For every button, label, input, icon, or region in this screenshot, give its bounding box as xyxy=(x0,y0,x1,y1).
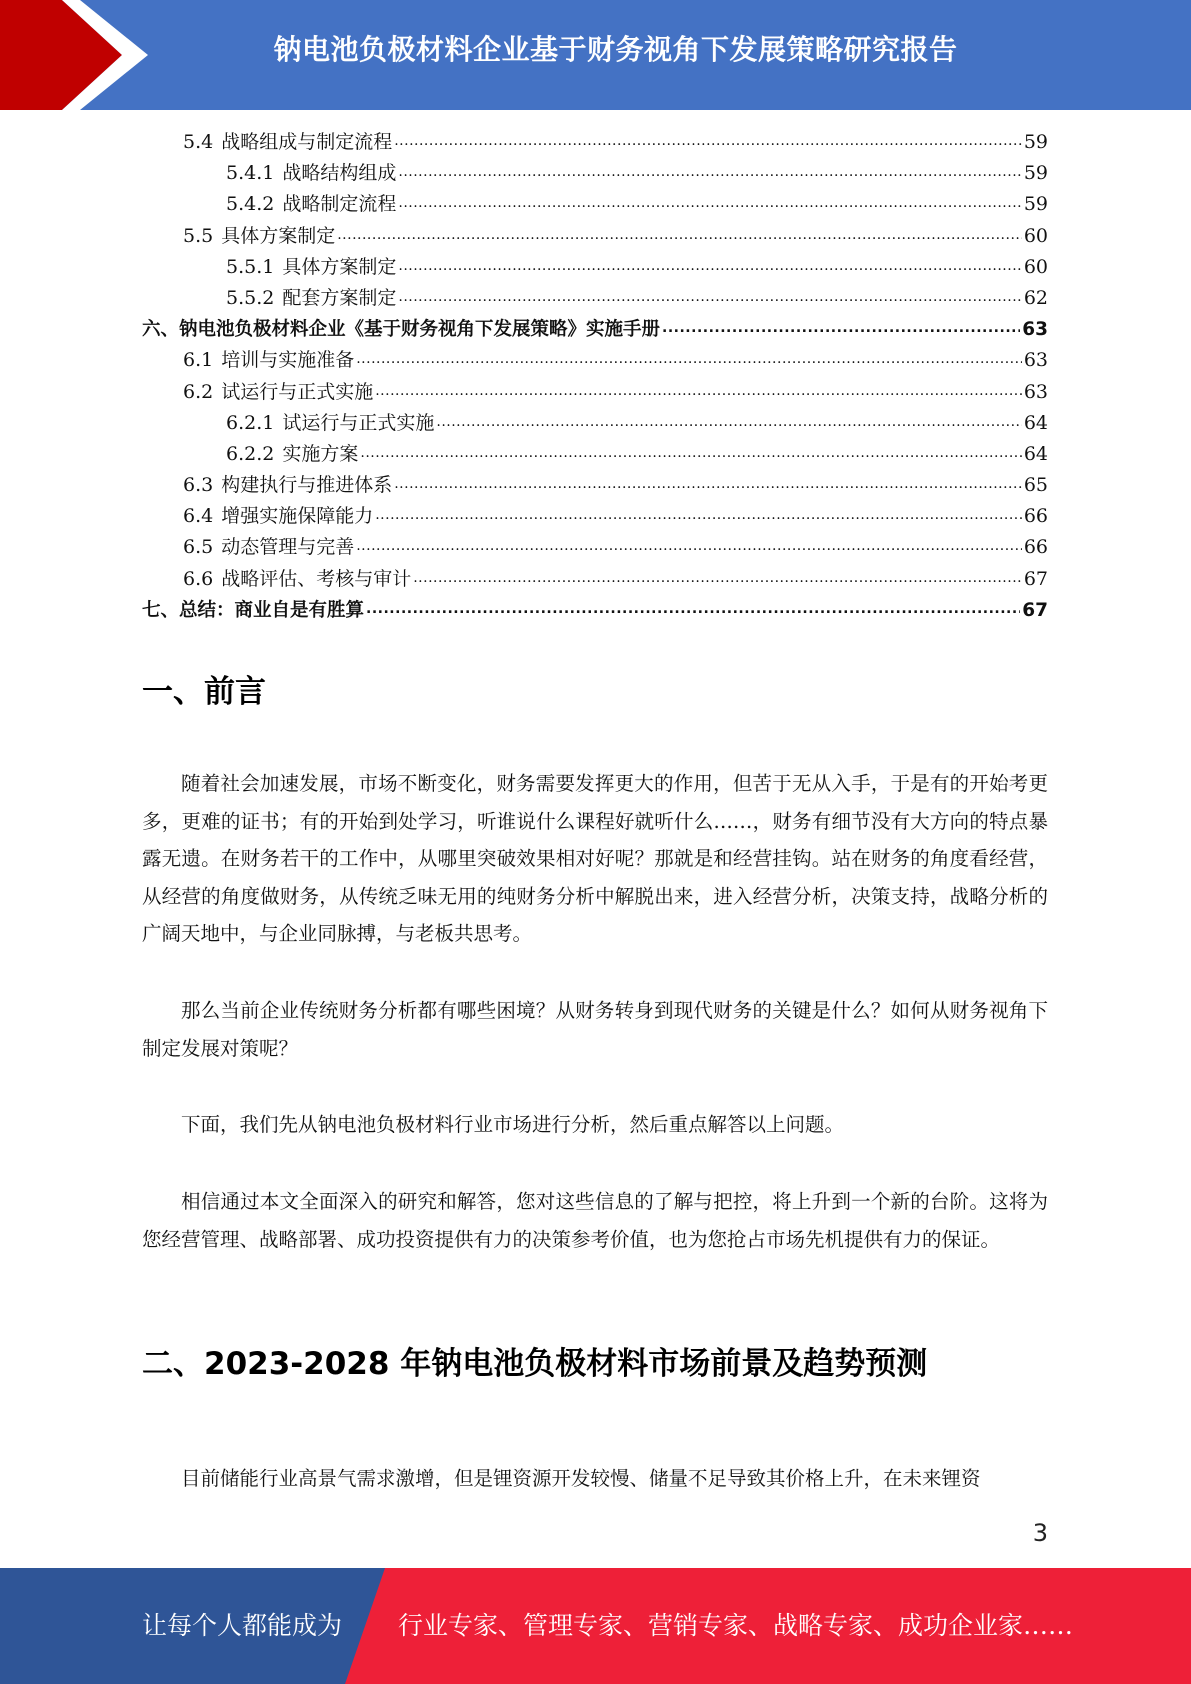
toc-entry-page: 64 xyxy=(1023,411,1048,434)
toc-entry[interactable] xyxy=(142,252,1048,283)
toc-entry-number: 6.5 xyxy=(183,536,214,559)
toc-entry[interactable] xyxy=(142,283,1048,314)
page-header xyxy=(0,0,1191,110)
toc-dot-leader xyxy=(398,280,1021,313)
toc-entry-page: 60 xyxy=(1023,224,1048,247)
toc-dot-leader xyxy=(662,311,1020,344)
toc-entry-number: 5.4.2 xyxy=(226,193,275,216)
section-heading-market-forecast: 二、2023-2028 年钠电池负极材料市场前景及趋势预测 xyxy=(142,1346,928,1382)
toc-dot-leader xyxy=(413,561,1022,594)
toc-entry-label: 增强实施保障能力 xyxy=(221,505,374,528)
toc-dot-leader xyxy=(436,405,1021,438)
toc-entry-page: 66 xyxy=(1023,536,1048,559)
toc-entry[interactable] xyxy=(142,189,1048,220)
toc-entry-page: 59 xyxy=(1023,131,1048,153)
page-footer xyxy=(0,1568,1191,1684)
toc-dot-leader xyxy=(375,498,1022,531)
preface-paragraph-4: 相信通过本文全面深入的研究和解答，您对这些信息的了解与把控，将上升到一个新的台阶。这将为您经营管理、战略部署、成功投资提供有力的决策参考价值，也为您抢占市场先机提供有力的保证。 xyxy=(142,1190,1048,1251)
toc-entry-label: 具体方案制定 xyxy=(282,255,397,278)
toc-entry-page: 63 xyxy=(1023,380,1048,403)
toc-entry-label: 钠电池负极材料企业《基于财务视角下发展策略》实施手册 xyxy=(179,319,661,341)
toc-dot-leader xyxy=(394,467,1022,500)
toc-entry[interactable] xyxy=(142,470,1048,501)
toc-dot-leader xyxy=(398,155,1021,188)
toc-entry-page: 60 xyxy=(1023,255,1048,278)
market-paragraph-1: 目前储能行业高景气需求激增，但是锂资源开发较慢、储量不足导致其价格上升，在未来锂资 xyxy=(181,1467,981,1490)
toc-dot-leader xyxy=(394,124,1022,157)
toc-entry-page: 64 xyxy=(1023,442,1048,465)
toc-entry-label: 战略评估、考核与审计 xyxy=(221,567,412,590)
toc-entry[interactable] xyxy=(142,408,1048,439)
toc-entry-number: 6.2.2 xyxy=(226,442,275,465)
toc-entry[interactable] xyxy=(142,158,1048,189)
toc-entry-label: 配套方案制定 xyxy=(282,286,397,309)
toc-entry-number: 5.5.2 xyxy=(226,286,275,309)
toc-entry-label: 构建执行与推进体系 xyxy=(221,474,393,497)
toc-dot-leader xyxy=(356,529,1022,562)
toc-entry-number: 5.5.1 xyxy=(226,255,275,278)
toc-entry[interactable] xyxy=(142,595,1048,626)
footer-slogan-right: 行业专家、管理专家、营销专家、战略专家、成功企业家…… xyxy=(398,1611,1074,1640)
toc-entry[interactable] xyxy=(142,532,1048,563)
toc-dot-leader xyxy=(337,218,1022,251)
toc-entry-page: 63 xyxy=(1022,319,1048,341)
toc-dot-leader xyxy=(398,249,1021,282)
toc-entry-number: 6.3 xyxy=(183,474,214,497)
toc-entry-label: 战略结构组成 xyxy=(282,162,397,185)
toc-entry-number: 七、 xyxy=(142,599,180,621)
toc-entry[interactable] xyxy=(142,127,1048,158)
toc-entry-page: 59 xyxy=(1023,162,1048,185)
toc-entry-label: 实施方案 xyxy=(282,442,359,465)
toc-entry-number: 6.6 xyxy=(183,567,214,590)
toc-entry-page: 66 xyxy=(1023,505,1048,528)
toc-entry-label: 培训与实施准备 xyxy=(221,349,355,372)
footer-slogan-left: 让每个人都能成为 xyxy=(142,1611,343,1640)
table-of-contents xyxy=(142,127,1048,626)
toc-entry-page: 59 xyxy=(1023,193,1048,216)
toc-entry-label: 战略组成与制定流程 xyxy=(221,131,393,153)
toc-entry[interactable] xyxy=(142,564,1048,595)
toc-entry-page: 67 xyxy=(1023,567,1048,590)
toc-dot-leader xyxy=(398,186,1021,219)
section-heading-preface: 一、前言 xyxy=(142,674,266,710)
toc-dot-leader xyxy=(356,342,1022,375)
toc-entry-number: 6.1 xyxy=(183,349,214,372)
toc-entry[interactable] xyxy=(142,221,1048,252)
toc-entry-label: 动态管理与完善 xyxy=(221,536,355,559)
toc-entry-label: 战略制定流程 xyxy=(282,193,397,216)
toc-entry-number: 5.5 xyxy=(183,224,214,247)
preface-paragraph-3: 下面，我们先从钠电池负极材料行业市场进行分析，然后重点解答以上问题。 xyxy=(181,1113,845,1136)
toc-entry-number: 6.4 xyxy=(183,505,214,528)
toc-entry[interactable] xyxy=(142,439,1048,470)
toc-entry-number: 6.2.1 xyxy=(226,411,275,434)
toc-entry-label: 试运行与正式实施 xyxy=(282,411,435,434)
preface-paragraph-1: 随着社会加速发展，市场不断变化，财务需要发挥更大的作用，但苦于无从入手，于是有的开始考更多，更难的证书；有的开始到处学习，听谁说什么课程好就听什么……，财务有细节没有大方向的特点暴露无遗。在财务若干的工作中，从哪里突破效果相对好呢？那就是和经营挂钩。站在财务的角度看经营，从经营的角度做财务，从传统乏味无用的纯财务分析中解脱出来，进入经营分析，决策支持，战略分析的广阔天地中，与企业同脉搏，与老板共思考。 xyxy=(142,772,1048,945)
preface-paragraph-2: 那么当前企业传统财务分析都有哪些困境？从财务转身到现代财务的关键是什么？如何从财务视角下制定发展对策呢？ xyxy=(142,999,1048,1060)
toc-entry-number: 6.2 xyxy=(183,380,214,403)
toc-entry-page: 62 xyxy=(1023,286,1048,309)
toc-entry-number: 5.4.1 xyxy=(226,162,275,185)
toc-dot-leader xyxy=(366,592,1020,625)
toc-entry-page: 63 xyxy=(1023,349,1048,372)
toc-entry[interactable] xyxy=(142,501,1048,532)
toc-entry-page: 67 xyxy=(1022,599,1048,621)
toc-entry-page: 65 xyxy=(1023,474,1048,497)
header-title: 钠电池负极材料企业基于财务视角下发展策略研究报告 xyxy=(273,33,958,66)
toc-entry[interactable] xyxy=(142,314,1048,345)
toc-entry-number: 六、 xyxy=(142,319,180,341)
toc-dot-leader xyxy=(360,436,1021,469)
toc-entry-number: 5.4 xyxy=(183,131,214,153)
page-number: 3 xyxy=(1032,1519,1048,1547)
toc-entry-label: 总结：商业自是有胜算 xyxy=(179,599,365,621)
toc-entry[interactable] xyxy=(142,345,1048,376)
toc-entry-label: 具体方案制定 xyxy=(221,224,336,247)
toc-dot-leader xyxy=(375,374,1022,407)
toc-entry[interactable] xyxy=(142,377,1048,408)
toc-entry-label: 试运行与正式实施 xyxy=(221,380,374,403)
